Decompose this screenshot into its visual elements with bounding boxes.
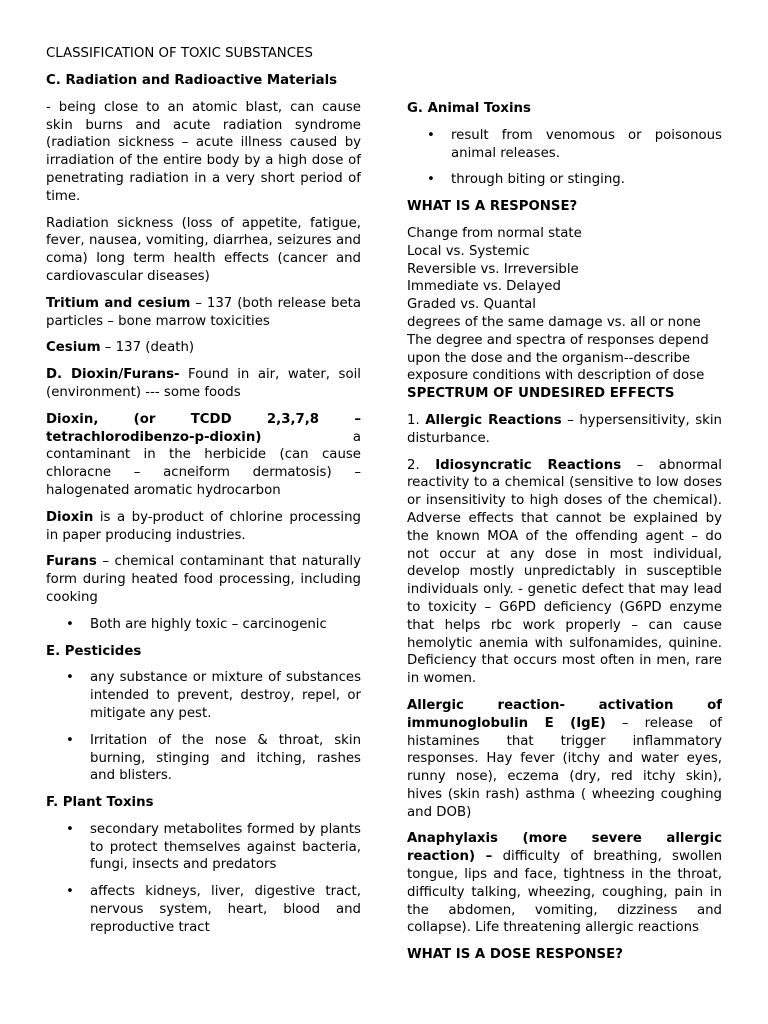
response-line: Immediate vs. Delayed: [407, 279, 561, 295]
radiation-paragraph-2: Radiation sickness (loss of appetite, fatigue, fever, nausea, vomiting, diarrhea, seizures and coma) long term health effects (cancer and cardiovascular diseases): [46, 215, 361, 284]
cesium-paragraph: [46, 339, 361, 357]
tritium-text: – 137 (both release beta particles – bone marrow toxicities: [46, 295, 361, 329]
idiosyncratic-number: 2.: [407, 457, 436, 473]
ige-term: Allergic reaction- activation of immunoglobulin E (IgE): [407, 697, 722, 731]
bullet-icon: •: [66, 670, 74, 686]
dioxin-definition-paragraph: [46, 411, 361, 500]
list-item-text: result from venomous or poisonous animal releases.: [451, 127, 722, 161]
response-line: degrees of the same damage vs. all or none: [407, 314, 701, 330]
idiosyncratic-term: Idiosyncratic Reactions: [435, 457, 622, 473]
cesium-term: Cesium: [46, 340, 101, 356]
list-item: [407, 171, 722, 189]
idiosyncratic-paragraph: [407, 457, 722, 688]
bullet-icon: •: [66, 884, 74, 900]
furans-text: – chemical contaminant that naturally form during heated food processing, including cooking: [46, 554, 361, 605]
list-item-text: secondary metabolites formed by plants to protect themselves against bacteria, fungi, insects and predators: [90, 821, 361, 873]
ige-paragraph: [407, 697, 722, 822]
response-line: Reversible vs. Irreversible: [407, 261, 579, 277]
dioxin-definition-text: a contaminant in the herbicide (can cause chloracne – acneiform dermatosis) – halogenated aromatic hydrocarbon: [46, 429, 361, 498]
anaphylaxis-term: Anaphylaxis (more severe allergic reaction) –: [407, 831, 722, 865]
response-line: Graded vs. Quantal: [407, 297, 536, 313]
dioxin-byproduct-paragraph: [46, 509, 361, 545]
list-item-text: through biting or stinging.: [451, 172, 625, 188]
document-title: CLASSIFICATION OF TOXIC SUBSTANCES: [46, 46, 313, 61]
allergic-term: Allergic Reactions: [425, 412, 562, 428]
anaphylaxis-text: difficulty of breathing, swollen tongue, lips and face, tightness in the throat, difficulty talking, wheezing, coughing, pain in the abdomen, vomiting, dizziness and collapse). Life threatening allergic reactions: [407, 849, 722, 936]
bullet-icon: •: [427, 172, 435, 188]
dose-response-heading: WHAT IS A DOSE RESPONSE?: [407, 947, 623, 963]
allergic-text: – hypersensitivity, skin disturbance.: [407, 412, 722, 446]
dioxin-heading: D. Dioxin/Furans-: [46, 367, 180, 383]
pesticides-bullet-list: [46, 669, 361, 785]
dioxin-byproduct-text: is a by-product of chlorine processing in paper producing industries.: [46, 509, 361, 543]
bullet-icon: •: [427, 127, 435, 143]
dioxin-heading-text: Found in air, water, soil (environment) --- some foods: [46, 367, 361, 400]
ige-text: – release of histamines that trigger inflammatory responses. Hay fever (itchy and water eyes, runny nose), eczema (dry, red itchy skin), hives (skin rash) asthma ( wheezing coughing and DOB): [407, 715, 722, 820]
allergic-reactions-paragraph: [407, 412, 722, 448]
bullet-icon: •: [66, 616, 74, 632]
response-line: The degree and spectra of responses depend: [407, 332, 709, 348]
bullet-icon: •: [66, 732, 74, 748]
response-lines: [407, 225, 722, 385]
list-item: [46, 616, 361, 634]
plant-toxins-heading: F. Plant Toxins: [46, 795, 154, 811]
bullet-icon: •: [66, 821, 74, 837]
list-item: [46, 669, 361, 722]
furans-term: Furans: [46, 554, 97, 570]
dioxin-byproduct-term: Dioxin: [46, 509, 94, 525]
response-line: exposure conditions with description of dose: [407, 368, 705, 384]
idiosyncratic-text: – abnormal reactivity to a chemical (sensitive to low doses or insensitivity to high doses of the chemical). Adverse effects that cannot be explained by the known MOA of the offending agent – do not occur at any dose in most individual, develop mostly unpredictably in susceptible individuals only. - genetic defect that may lead to toxicity – G6PD deficiency (G6PD enzyme that helps rbc work properly – can cause hemolytic anemia with sulfonamides, quinine. Deficiency that occurs most often in men, rare in women.: [407, 457, 722, 687]
radiation-heading: C. Radiation and Radioactive Materials: [46, 73, 338, 88]
dioxin-definition-term: Dioxin, (or TCDD 2,3,7,8 – tetrachlorodibenzo-p-dioxin): [46, 411, 361, 445]
list-item-text: any substance or mixture of substances intended to prevent, destroy, repel, or mitigate any pest.: [90, 670, 361, 721]
left-column: [46, 72, 361, 946]
response-line: upon the dose and the organism--describe: [407, 350, 691, 366]
list-item: [407, 127, 722, 163]
list-item-text: Irritation of the nose & throat, skin burning, stinging and itching, rashes and blisters.: [90, 732, 361, 784]
list-item-text: affects kidneys, liver, digestive tract, nervous system, heart, blood and reproductive tract: [90, 884, 361, 935]
spectrum-heading: SPECTRUM OF UNDESIRED EFFECTS: [407, 386, 675, 402]
furans-paragraph: [46, 553, 361, 606]
tritium-term: Tritium and cesium: [46, 295, 191, 311]
list-item: [46, 821, 361, 874]
right-column: [407, 100, 722, 973]
response-line: Local vs. Systemic: [407, 243, 530, 259]
furans-bullet-list: [46, 616, 361, 634]
anaphylaxis-paragraph: [407, 830, 722, 937]
pesticides-heading: E. Pesticides: [46, 643, 142, 659]
cesium-text: – 137 (death): [100, 340, 195, 356]
dioxin-heading-paragraph: [46, 366, 361, 402]
response-heading: WHAT IS A RESPONSE?: [407, 199, 578, 215]
tritium-paragraph: [46, 295, 361, 331]
animal-toxins-bullet-list: [407, 127, 722, 189]
animal-toxins-heading: G. Animal Toxins: [407, 101, 531, 116]
list-item: [46, 732, 361, 785]
radiation-paragraph-1: - being close to an atomic blast, can cause skin burns and acute radiation syndrome (radiation sickness – acute illness caused by irradiation of the entire body by a high dose of penetrating radiation in a very short period of time.: [46, 99, 361, 204]
allergic-number: 1.: [407, 412, 426, 428]
list-item: [46, 883, 361, 936]
list-item-text: Both are highly toxic – carcinogenic: [90, 616, 327, 632]
response-line: Change from normal state: [407, 225, 582, 241]
plant-toxins-bullet-list: [46, 821, 361, 937]
